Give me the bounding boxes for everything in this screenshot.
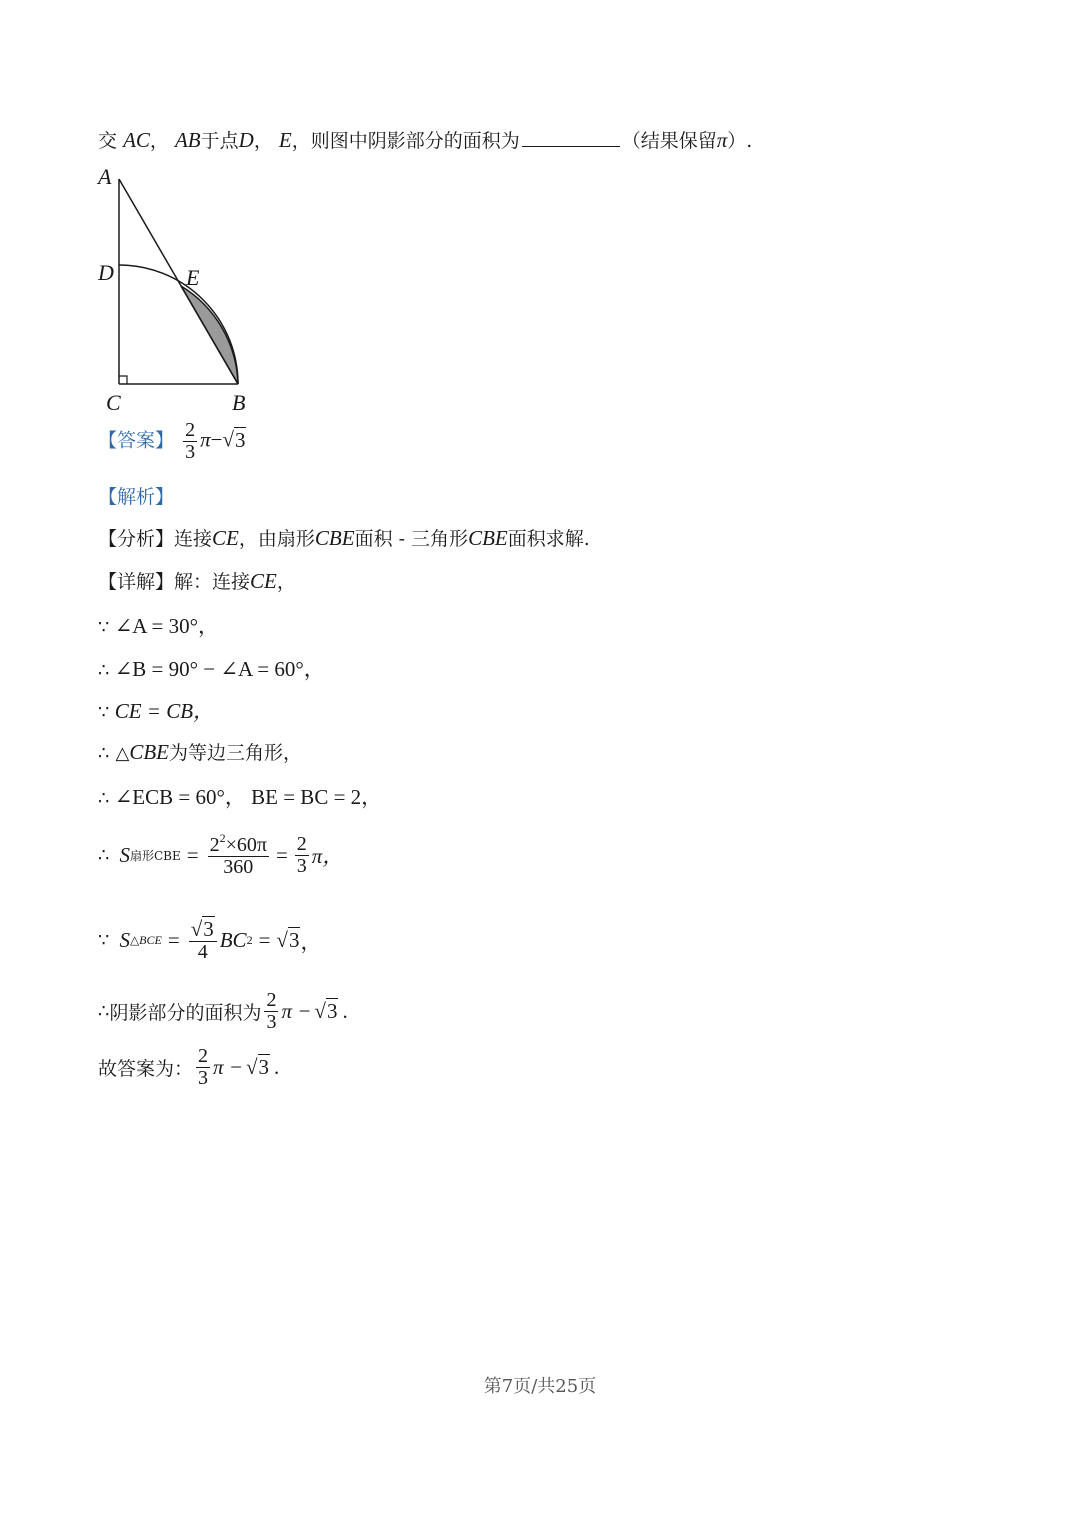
radicand: 3 [203, 917, 214, 941]
step-text: CE = CB， [114, 699, 215, 723]
equals-sign: = [275, 842, 288, 867]
answer-tag: 【答案】 [98, 429, 175, 452]
punct: . [342, 999, 348, 1023]
because-symbol: ∵ [98, 930, 110, 951]
numerator [208, 832, 269, 857]
because-symbol: ∵ [98, 617, 110, 638]
segment-ab-line [119, 179, 238, 384]
step-6 [98, 832, 343, 878]
final-answer [98, 1046, 279, 1089]
answer-blank[interactable] [522, 132, 620, 147]
step-text: ∠A = 30°， [114, 614, 220, 638]
step-8 [98, 990, 348, 1033]
step-7 [98, 918, 321, 963]
pi-symbol: π [716, 128, 728, 152]
punct: ， [300, 929, 322, 954]
label-e: E [186, 265, 200, 290]
pi-symbol: π [200, 427, 211, 452]
therefore-symbol: ∴ [98, 1001, 110, 1022]
step-2 [98, 653, 325, 683]
denominator: 3 [185, 441, 196, 463]
radicand: 3 [258, 1055, 269, 1079]
area-subscript: 扇形CBE [129, 848, 181, 863]
result-fraction [295, 834, 309, 877]
step-1 [98, 610, 219, 640]
because-symbol: ∵ [98, 702, 110, 723]
triangle-cbe: CBE [468, 526, 508, 550]
exponent: 2 [219, 831, 226, 845]
question-text: ）. [727, 130, 753, 152]
step-5 [98, 781, 382, 811]
sector-fraction [208, 832, 269, 878]
numerator-rest: ×60π [225, 834, 267, 856]
pi-minus: π − [281, 999, 312, 1023]
question-text: ，则图中阴影部分的面积为 [291, 130, 520, 152]
area-subscript: △BCE [129, 933, 162, 947]
question-line [98, 126, 752, 153]
segment-ac: AC [123, 128, 150, 152]
result-sqrt [314, 999, 338, 1024]
numerator: 2 [185, 419, 196, 441]
root-sign: √ [314, 999, 326, 1023]
punct: ， [149, 130, 169, 152]
text: ，由扇形 [238, 528, 315, 550]
root-sign: √ [276, 928, 288, 952]
step-text: ∠B = 90° − ∠A = 60°， [114, 657, 325, 681]
denominator: 4 [197, 941, 208, 963]
text: 面积 - 三角形 [354, 528, 469, 550]
text: ， [276, 571, 296, 593]
segment-ab: AB [174, 128, 201, 152]
fenxi-tag: 【分析】 [98, 528, 175, 550]
root-sign: √ [190, 917, 203, 941]
segment-bc: BC [219, 928, 247, 952]
area-symbol: S [119, 928, 130, 952]
radicand: 3 [288, 928, 300, 952]
equals-sign: = [167, 928, 180, 952]
final-sqrt [246, 1055, 270, 1080]
point-d: D [238, 128, 254, 152]
triangle-symbol: △ [115, 743, 130, 764]
text: 解：连接 [174, 571, 251, 593]
therefore-symbol: ∴ [98, 660, 110, 681]
therefore-symbol: ∴ [98, 844, 110, 866]
root-sign: √ [245, 1055, 258, 1079]
step-4 [98, 738, 302, 765]
label-c: C [106, 390, 121, 415]
radicand: 3 [234, 427, 246, 452]
area-symbol: S [119, 842, 130, 867]
numerator [189, 918, 217, 942]
fenxi-line [98, 524, 590, 551]
result-sqrt [276, 928, 300, 953]
triangle-fraction [189, 918, 217, 963]
result-fraction [264, 990, 278, 1033]
label-a: A [98, 164, 112, 189]
answer-fraction [183, 420, 197, 463]
segment-ce: CE [250, 569, 277, 593]
pi-minus: π − [213, 1055, 243, 1079]
geometry-figure [90, 160, 270, 420]
numerator: 2 [198, 1045, 209, 1067]
denominator: 3 [198, 1067, 209, 1089]
triangle-cbe: CBE [129, 740, 170, 764]
answer-sqrt [222, 427, 246, 452]
question-text: （结果保留 [621, 130, 717, 152]
step-3 [98, 695, 214, 725]
sector-cbe: CBE [314, 526, 355, 550]
label-d: D [98, 260, 114, 285]
denominator: 3 [296, 854, 307, 877]
final-fraction [196, 1046, 210, 1089]
radicand: 3 [326, 999, 338, 1023]
numerator: 2 [266, 989, 277, 1011]
xiangjie-line [98, 567, 296, 594]
punct: ， [253, 130, 273, 152]
punct: . [274, 1055, 280, 1079]
point-e: E [278, 128, 292, 152]
denominator: 3 [266, 1011, 277, 1033]
xiangjie-tag: 【详解】 [98, 571, 175, 593]
root-sign: √ [222, 427, 234, 452]
page-number: 第7页/共25页 [483, 1376, 597, 1397]
segment-ce: CE [212, 526, 239, 550]
numerator: 2 [296, 832, 307, 855]
step-text: ∠ECB = 60°， BE = BC = 2， [114, 785, 383, 809]
equals-sign: = [186, 842, 199, 867]
step-text: 阴影部分的面积为 [109, 1002, 262, 1024]
label-b: B [232, 390, 246, 415]
therefore-symbol: ∴ [98, 743, 110, 764]
minus-sign: − [210, 427, 223, 452]
step-text: 为等边三角形， [169, 742, 303, 764]
text: 连接 [174, 528, 213, 550]
therefore-symbol: ∴ [98, 788, 110, 809]
final-answer-label: 故答案为： [98, 1058, 194, 1080]
right-angle-mark [119, 376, 127, 384]
analysis-tag: 【解析】 [98, 486, 175, 508]
equals-sign: = [258, 928, 271, 952]
question-text: 交 [98, 130, 118, 152]
answer-line [98, 420, 246, 463]
pi-symbol: π， [311, 844, 344, 868]
base: 2 [209, 834, 220, 856]
denominator: 360 [223, 856, 254, 878]
text: 面积求解. [507, 528, 590, 550]
question-text: 于点 [200, 130, 239, 152]
exponent: 2 [246, 933, 253, 947]
